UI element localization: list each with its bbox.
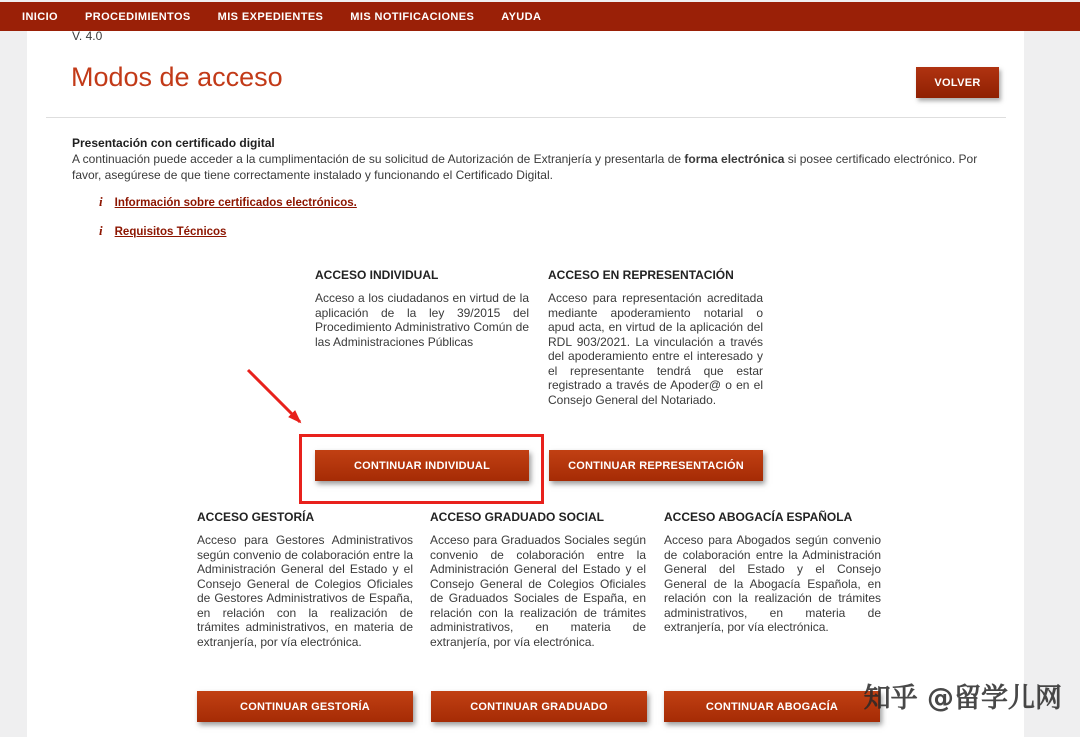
- continuar-graduado-button[interactable]: CONTINUAR GRADUADO: [431, 691, 647, 722]
- card-title: ACCESO GESTORÍA: [197, 510, 315, 524]
- header-divider: [46, 117, 1006, 118]
- intro-text-before: A continuación puede acceder a la cumplimentación de su solicitud de Autorización de Extranjería y presentarla de: [72, 152, 685, 166]
- continuar-representacion-button[interactable]: CONTINUAR REPRESENTACIÓN: [549, 450, 763, 481]
- card-description: Acceso para Gestores Administrativos según convenio de colaboración entre la Administración General del Estado y el Consejo General de Colegios Oficiales de Gestores Administrativos de España, en relación con la realización de trámites administrativos, en materia de extranjería, por vía electrónica.: [197, 533, 413, 649]
- card-acceso-gestoria: [197, 510, 413, 649]
- continuar-individual-button[interactable]: CONTINUAR INDIVIDUAL: [315, 450, 529, 481]
- intro-text-bold: forma electrónica: [684, 152, 785, 166]
- requisitos-link-row: [99, 223, 226, 239]
- nav-item-ayuda[interactable]: AYUDA: [501, 10, 542, 23]
- volver-button[interactable]: VOLVER: [916, 67, 999, 98]
- info-icon: i: [99, 194, 103, 209]
- card-title: ACCESO GRADUADO SOCIAL: [430, 510, 605, 524]
- intro-paragraph: [72, 151, 1008, 183]
- nav-item-inicio[interactable]: INICIO: [22, 10, 59, 23]
- continuar-abogacia-button[interactable]: CONTINUAR ABOGACÍA: [664, 691, 880, 722]
- card-description: Acceso para Graduados Sociales según convenio de colaboración entre la Administración General del Estado y el Consejo General de Colegios Oficiales de Graduados Sociales de España, en relación con la realización de trámites administrativos, en materia de extranjería, por vía electrónica.: [430, 533, 646, 649]
- link-requisitos-tecnicos[interactable]: Requisitos Técnicos: [114, 226, 227, 238]
- nav-item-mis-notificaciones[interactable]: MIS NOTIFICACIONES: [350, 10, 475, 23]
- watermark: 知乎 @留学儿网: [863, 683, 1062, 714]
- card-acceso-individual: [315, 268, 529, 349]
- certificados-link-row: [99, 194, 357, 210]
- version-label: V. 4.0: [72, 29, 103, 43]
- card-acceso-abogacia: [664, 510, 881, 635]
- continuar-gestoria-button[interactable]: CONTINUAR GESTORÍA: [197, 691, 413, 722]
- card-acceso-representacion: [548, 268, 763, 407]
- card-acceso-graduado-social: [430, 510, 646, 649]
- intro-heading: Presentación con certificado digital: [72, 136, 275, 150]
- card-title: ACCESO INDIVIDUAL: [315, 268, 439, 282]
- card-description: Acceso a los ciudadanos en virtud de la aplicación de la ley 39/2015 del Procedimiento Administrativo Común de las Administraciones Públicas: [315, 291, 529, 349]
- page-title: Modos de acceso: [71, 62, 283, 92]
- nav-item-mis-expedientes[interactable]: MIS EXPEDIENTES: [217, 10, 324, 23]
- card-description: Acceso para representación acreditada mediante apoderamiento notarial o apud acta, en virtud de la aplicación del RDL 903/2021. La vinculación a través del apoderamiento entre el interesado y el representante tendrá que estar registrado a través de Apoder@ o en el Consejo General del Notariado.: [548, 291, 763, 407]
- nav-item-procedimientos[interactable]: PROCEDIMIENTOS: [85, 10, 191, 23]
- card-title: ACCESO EN REPRESENTACIÓN: [548, 268, 734, 282]
- card-title: ACCESO ABOGACÍA ESPAÑOLA: [664, 510, 853, 524]
- info-icon: i: [99, 223, 103, 238]
- intro-text-after: si posee certificado electrónico. Por favor, asegúrese de que tiene correctamente instalado y funcionando el Certificado Digital.: [72, 152, 978, 182]
- card-description: Acceso para Abogados según convenio de colaboración entre la Administración General del Estado y el Consejo General de la Abogacía Española, en relación con la realización de trámites administrativos, en materia de extranjería, por vía electrónica.: [664, 533, 881, 634]
- top-nav: [0, 2, 1080, 31]
- link-informacion-certificados[interactable]: Información sobre certificados electrónicos.: [114, 197, 357, 209]
